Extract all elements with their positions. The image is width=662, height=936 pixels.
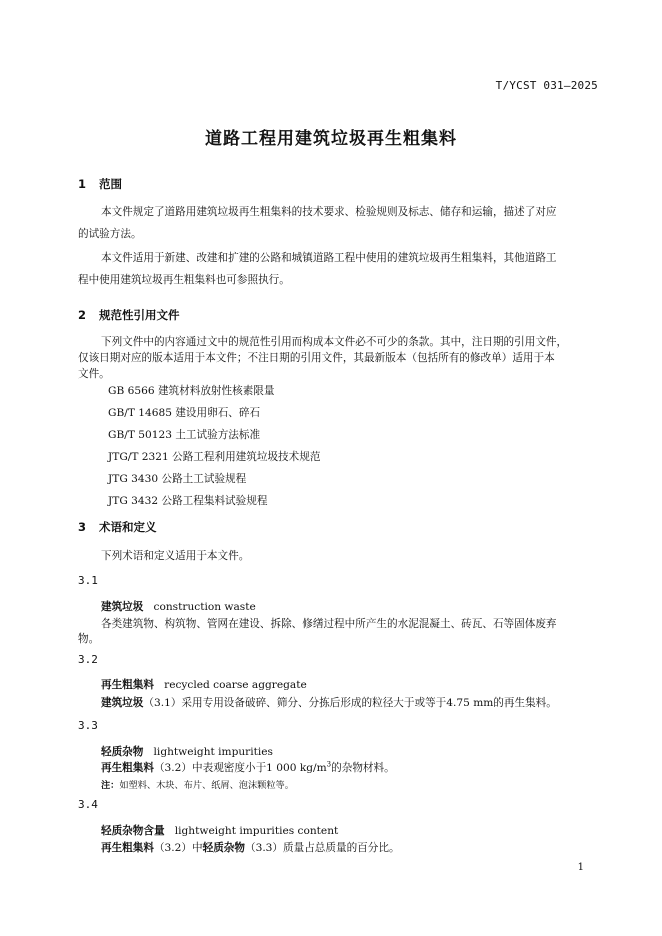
note-label: 注：: [101, 780, 120, 791]
term-definition-line: 各类建筑物、构筑物、管网在建设、拆除、修缮过程中所产生的水泥混凝土、砖瓦、石等固体废弃: [101, 618, 557, 630]
term-english: lightweight impurities: [153, 746, 273, 758]
term-number: 3.2: [78, 653, 98, 666]
definition-text: （3.2）中: [153, 842, 203, 854]
term-english: construction waste: [153, 601, 256, 613]
term-entry: [101, 740, 273, 759]
term-number: 3.3: [78, 719, 98, 732]
term-chinese: 再生粗集料: [101, 679, 154, 691]
term-number: 3.4: [78, 798, 98, 811]
paragraph-line: 程中使用建筑垃圾再生粗集料也可参照执行。: [78, 274, 290, 286]
reference-item: JTG 3430 公路土工试验规程: [108, 473, 247, 485]
term-reference: 再生粗集料: [101, 762, 154, 774]
term-english: recycled coarse aggregate: [164, 679, 307, 691]
term-definition: [101, 695, 557, 710]
term-chinese: 轻质杂物: [101, 746, 144, 758]
section-number: 2: [78, 308, 87, 322]
section-2-heading: [78, 307, 180, 323]
page-number: 1: [577, 862, 584, 873]
section-3-heading: [78, 519, 157, 535]
definition-text: 的杂物材料。: [331, 762, 395, 774]
term-chinese: 建筑垃圾: [101, 601, 144, 613]
reference-item: GB/T 50123 土工试验方法标准: [108, 429, 261, 441]
superscript: 3: [326, 760, 332, 769]
definition-text: （3.3）质量占总质量的百分比。: [244, 842, 400, 854]
paragraph-line: 的试验方法。: [78, 228, 142, 240]
term-entry: [101, 819, 338, 838]
term-number: 3.1: [78, 574, 98, 587]
document-number: T/YCST 031—2025: [495, 79, 598, 92]
document-title: 道路工程用建筑垃圾再生粗集料: [205, 129, 457, 149]
reference-item: GB 6566 建筑材料放射性核素限量: [108, 385, 275, 397]
section-number: 3: [78, 520, 87, 534]
section-title: 范围: [99, 177, 122, 191]
term-definition: [101, 760, 395, 775]
paragraph-line: 文件。: [78, 368, 110, 380]
paragraph-line: 本文件规定了道路用建筑垃圾再生粗集料的技术要求、检验规则及标志、储存和运输，描述了对应: [101, 206, 557, 218]
term-reference: 轻质杂物: [202, 842, 245, 854]
term-chinese: 轻质杂物含量: [101, 825, 165, 837]
term-reference: 再生粗集料: [101, 842, 154, 854]
term-entry: [101, 673, 307, 692]
section-title: 术语和定义: [99, 520, 157, 534]
term-definition-line: 物。: [78, 633, 100, 645]
reference-item: JTG/T 2321 公路工程利用建筑垃圾技术规范: [108, 451, 321, 463]
paragraph-line: 下列文件中的内容通过文中的规范性引用而构成本文件必不可少的条款。其中，注日期的引用文件，: [101, 336, 568, 348]
term-english: lightweight impurities content: [174, 825, 339, 837]
reference-item: GB/T 14685 建设用卵石、碎石: [108, 407, 261, 419]
term-entry: [101, 595, 256, 614]
paragraph-line: 下列术语和定义适用于本文件。: [101, 550, 250, 562]
paragraph-line: 本文件适用于新建、改建和扩建的公路和城镇道路工程中使用的建筑垃圾再生粗集料，其他道路工: [101, 252, 557, 264]
definition-text: （3.2）中表观密度小于1 000 kg/m: [153, 762, 327, 774]
paragraph-line: 仅该日期对应的版本适用于本文件；不注日期的引用文件，其最新版本（包括所有的修改单）适用于本: [78, 352, 555, 364]
definition-text: （3.1）采用专用设备破碎、筛分、分拣后形成的粒径大于或等于4.75 mm的再生集料。: [143, 697, 557, 709]
section-title: 规范性引用文件: [99, 308, 180, 322]
section-number: 1: [78, 177, 87, 191]
note-text: 如塑料、木块、布片、纸屑、泡沫颗粒等。: [119, 780, 294, 791]
term-definition: [101, 840, 400, 855]
term-reference: 建筑垃圾: [101, 697, 144, 709]
section-1-heading: [78, 176, 122, 192]
term-note: [101, 777, 294, 791]
reference-item: JTG 3432 公路工程集料试验规程: [108, 495, 268, 507]
